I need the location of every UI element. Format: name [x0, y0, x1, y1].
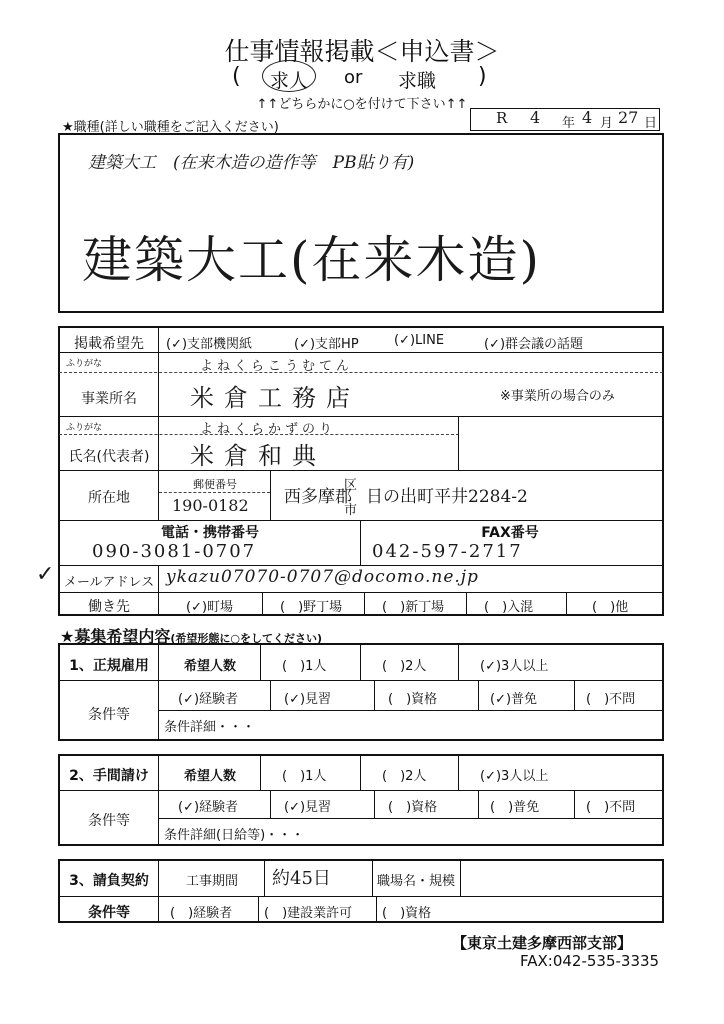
date-year-label: 年	[562, 116, 576, 131]
sec2-cond-label: 条件等	[88, 813, 130, 829]
person-furigana[interactable]: よねくらかずのり	[200, 422, 337, 437]
job-type-label: ★職種(詳しい職種をご記入ください)	[62, 120, 279, 135]
sec2-count-label: 希望人数	[183, 769, 236, 784]
workplace-opt-0[interactable]: (✓)町場	[186, 600, 234, 615]
sec2-count-0[interactable]: ( )1人	[282, 769, 327, 784]
listing-opt-1[interactable]: (✓)支部HP	[294, 337, 359, 352]
sec1-count-label: 希望人数	[183, 659, 236, 674]
postal-code[interactable]: 190-0182	[172, 496, 249, 515]
date-era: R	[496, 109, 508, 127]
listing-label: 掲載希望先	[74, 336, 144, 352]
workplace-opt-1[interactable]: ( )野丁場	[280, 600, 343, 615]
sec3-cond-label: 条件等	[88, 905, 130, 921]
sec3-site-label: 職場名・規模	[376, 874, 455, 889]
listing-opt-2[interactable]: (✓)LINE	[394, 333, 445, 348]
workplace-opt-2[interactable]: ( )新丁場	[382, 600, 445, 615]
date-day-label: 日	[644, 116, 658, 131]
sec2-detail-label: 条件詳細(日給等)・・・	[164, 828, 305, 843]
email-check-mark: ✓	[36, 562, 55, 587]
workplace-opt-4[interactable]: ( )他	[592, 600, 629, 615]
form-title: 仕事情報掲載＜申込書＞	[224, 37, 500, 66]
paren-open: (	[232, 64, 241, 89]
address-street[interactable]: 日の出町平井2284-2	[366, 487, 528, 507]
sec2-count-1[interactable]: ( )2人	[382, 769, 427, 784]
sec3-cond-0[interactable]: ( )経験者	[170, 906, 233, 921]
sec2-cond-2[interactable]: ( )資格	[388, 800, 438, 815]
sec1-cond-3[interactable]: (✓)普免	[490, 692, 538, 707]
sec1-cond-2[interactable]: ( )資格	[388, 692, 438, 707]
kyushoku-label: 求職	[398, 70, 437, 92]
address-ku: 区	[344, 478, 358, 493]
sec1-cond-label: 条件等	[88, 707, 130, 723]
sec3-cond-2[interactable]: ( )資格	[382, 906, 432, 921]
sec2-cond-3[interactable]: ( )普免	[490, 800, 540, 815]
date-month: 4	[582, 108, 593, 127]
sec2-cond-0[interactable]: (✓)経験者	[178, 800, 239, 815]
business-note: ※事業所の場合のみ	[500, 389, 615, 404]
sec1-cond-1[interactable]: (✓)見習	[284, 692, 332, 707]
sec3-period[interactable]: 約45日	[272, 868, 331, 889]
job-type-note: 建築大工 (在来木造の造作等 PB貼り有)	[88, 153, 415, 173]
date-day: 27	[618, 108, 639, 127]
sec1-detail-label: 条件詳細・・・	[164, 720, 256, 735]
business-label: 事業所名	[81, 391, 137, 407]
sec2-count-2[interactable]: (✓)3人以上	[480, 769, 549, 784]
sec1-cond-4[interactable]: ( )不問	[586, 692, 636, 707]
business-furigana-label: ふりがな	[66, 359, 103, 369]
sec3-period-label: 工事期間	[185, 874, 238, 889]
sec3-label: 3、請負契約	[69, 873, 149, 889]
date-year: 4	[530, 108, 541, 127]
sec3-cond-1[interactable]: ( )建設業許可	[264, 906, 353, 921]
email-label: メールアドレス	[63, 575, 155, 590]
person-furigana-label: ふりがな	[66, 423, 103, 433]
sec1-label: 1、正規雇用	[69, 658, 149, 674]
sec2-label: 2、手間請け	[69, 768, 149, 784]
business-name[interactable]: 米倉工務店	[190, 384, 360, 412]
sec1-count-2[interactable]: (✓)3人以上	[480, 659, 549, 674]
kyujin-circle	[262, 60, 316, 92]
paren-close: )	[478, 64, 487, 89]
or-label: or	[344, 67, 363, 88]
address-shi: 市	[344, 503, 358, 518]
kyujin-label: 求人	[270, 70, 309, 92]
workplace-opt-3[interactable]: ( )入混	[484, 600, 534, 615]
sec2-cond-1[interactable]: (✓)見習	[284, 800, 332, 815]
person-label: 氏名(代表者)	[68, 449, 150, 465]
business-furigana[interactable]: よねくらこうむてん	[200, 359, 354, 374]
recruit-heading: ★募集希望内容(希望形態に○をしてください)	[60, 627, 323, 646]
sec1-cond-0[interactable]: (✓)経験者	[178, 692, 239, 707]
sec2-cond-4[interactable]: ( )不問	[586, 800, 636, 815]
date-month-label: 月	[600, 116, 614, 131]
footer-org: 【東京土建多摩西部支部】	[452, 934, 633, 952]
email-address[interactable]: ykazu07070-0707@docomo.ne.jp	[166, 567, 479, 587]
phone-number[interactable]: 090-3081-0707	[92, 541, 257, 562]
phone-label: 電話・携帯番号	[161, 525, 259, 541]
sec1-count-0[interactable]: ( )1人	[282, 659, 327, 674]
listing-opt-3[interactable]: (✓)群会議の話題	[484, 337, 584, 352]
job-type-main: 建築大工(在来木造)	[82, 231, 542, 289]
footer-fax: FAX:042-535-3335	[520, 952, 660, 970]
fax-number[interactable]: 042-597-2717	[372, 541, 523, 562]
instruction-text: ↑↑どちらかに○を付けて下さい↑↑	[256, 97, 468, 112]
workplace-label: 働き先	[88, 599, 130, 615]
address-county[interactable]: 西多摩郡	[284, 487, 352, 507]
person-name[interactable]: 米倉和典	[190, 442, 326, 470]
fax-label: FAX番号	[481, 525, 539, 541]
postal-label: 郵便番号	[193, 478, 237, 491]
sec1-count-1[interactable]: ( )2人	[382, 659, 427, 674]
listing-opt-0[interactable]: (✓)支部機関紙	[166, 337, 253, 352]
address-label: 所在地	[88, 490, 130, 506]
